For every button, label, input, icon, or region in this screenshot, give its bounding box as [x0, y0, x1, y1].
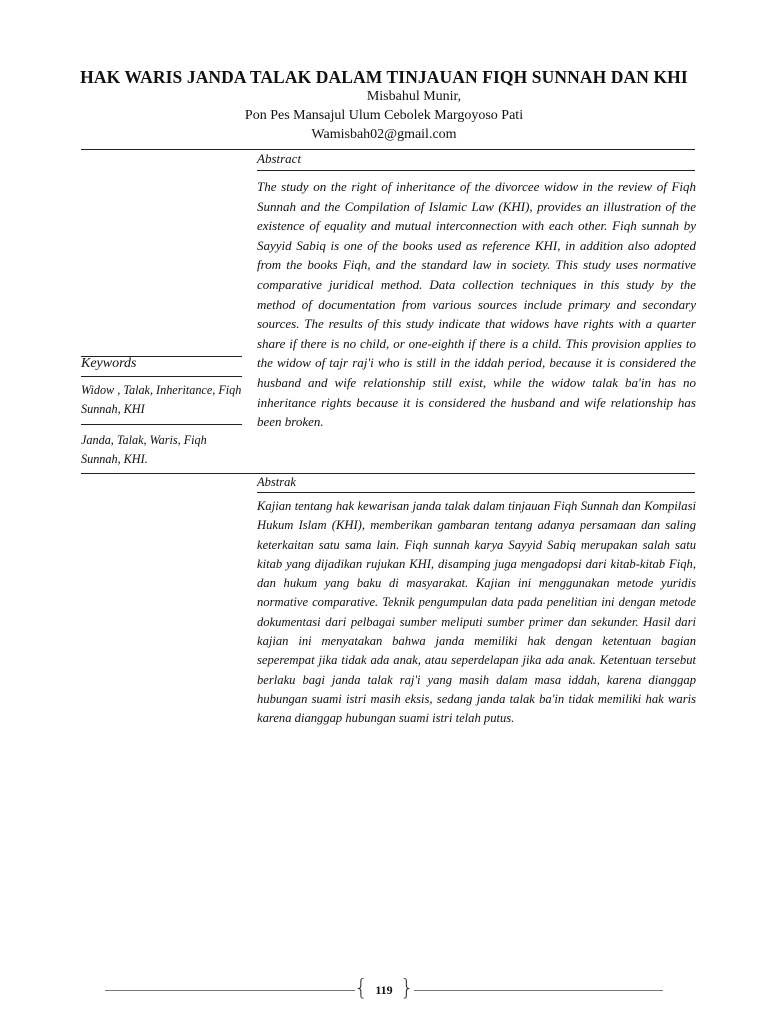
footer-rule-right — [414, 990, 663, 991]
author-affiliation: Pon Pes Mansajul Ulum Cebolek Margoyoso Pati — [244, 108, 524, 123]
footer-rule-left — [105, 990, 355, 991]
right-brace-icon: } — [400, 976, 414, 1001]
page-number-box — [356, 978, 412, 1002]
abstrak-id-body: Kajian tentang hak kewarisan janda talak dalam tinjauan Fiqh Sunnah dan Kompilasi Hukum Islam (KHI), memberikan gambaran tentang adanya persamaan dan saling keterkaitan satu sama lain. Fiqh sunnah karya Sayyid Sabiq merupakan salah satu kitab yang dijadikan rujukan KHI, disamping juga mengadopsi dari kitab-kitab Fiqh, dan hukum yang baku di masyarakat. Kajian ini menggunakan metode yuridis normative comparative. Teknik pengumpulan data pada penelitian ini dengan metode dokumentasi dari pelbagai sumber meliputi sumber primer dan sekunder. Hasil dari kajian ini menyatakan bahwa janda memiliki hak dengan ketentuan bagian seperempat jika tidak ada anak, atau seperdelapan jika ada anak. Ketentuan tersebut berlaku bagi janda talak raj'i yang masih dalam masa iddah, karena dianggap hubungan suami istri masih eksis, sedang janda talak ba'in tidak memiliki hak waris karena dianggap hubungan suami istri telah putus. — [257, 499, 696, 726]
abstract-heading-rule — [257, 170, 695, 171]
author-name: Misbahul Munir, — [366, 89, 462, 104]
paper-title: HAK WARIS JANDA TALAK DALAM TINJAUAN FIQH SUNNAH DAN KHI — [80, 67, 688, 87]
middle-rule — [81, 473, 695, 474]
top-rule — [81, 149, 695, 150]
keywords-heading-rule — [81, 376, 242, 377]
author-email: Wamisbah02@gmail.com — [311, 127, 457, 142]
keywords-en: Widow , Talak, Inheritance, Fiqh Sunnah, KHI — [81, 383, 242, 416]
abstrak-heading-rule — [257, 492, 695, 493]
page-number: 119 — [375, 982, 393, 997]
keywords-id: Janda, Talak, Waris, Fiqh Sunnah, KHI. — [81, 433, 207, 466]
abstrak-heading: Abstrak — [257, 475, 296, 489]
left-brace-icon: { — [354, 976, 368, 1001]
abstract-heading: Abstract — [257, 151, 302, 166]
abstract-en-body: The study on the right of inheritance of the divorcee widow in the review of Fiqh Sunnah and the Compilation of Islamic Law (KHI), provides an illustration of the existence of equality and mutual interconnection with each other. Fiqh sunnah by Sayyid Sabiq is one of the books used as reference KHI, in addition also adopted from the books Fiqh, and the standard law in society. This study uses normative comparative juridical method. Data collection techniques in this study by the method of documentation from various sources include primary and secondary sources. The results of this study indicate that widows have rights with a quarter share if there is no child, or one-eighth if there is a child. This provision applies to the widow of tajr raj'i who is still in the iddah period, because it is considered the husband and wife relationship still exist, while the widow talak ba'in has no inheritance rights because it is considered the husband and wife relationship has been broken. — [257, 179, 696, 430]
keywords-heading: Keywords — [81, 356, 137, 371]
keywords-divider — [81, 424, 242, 425]
